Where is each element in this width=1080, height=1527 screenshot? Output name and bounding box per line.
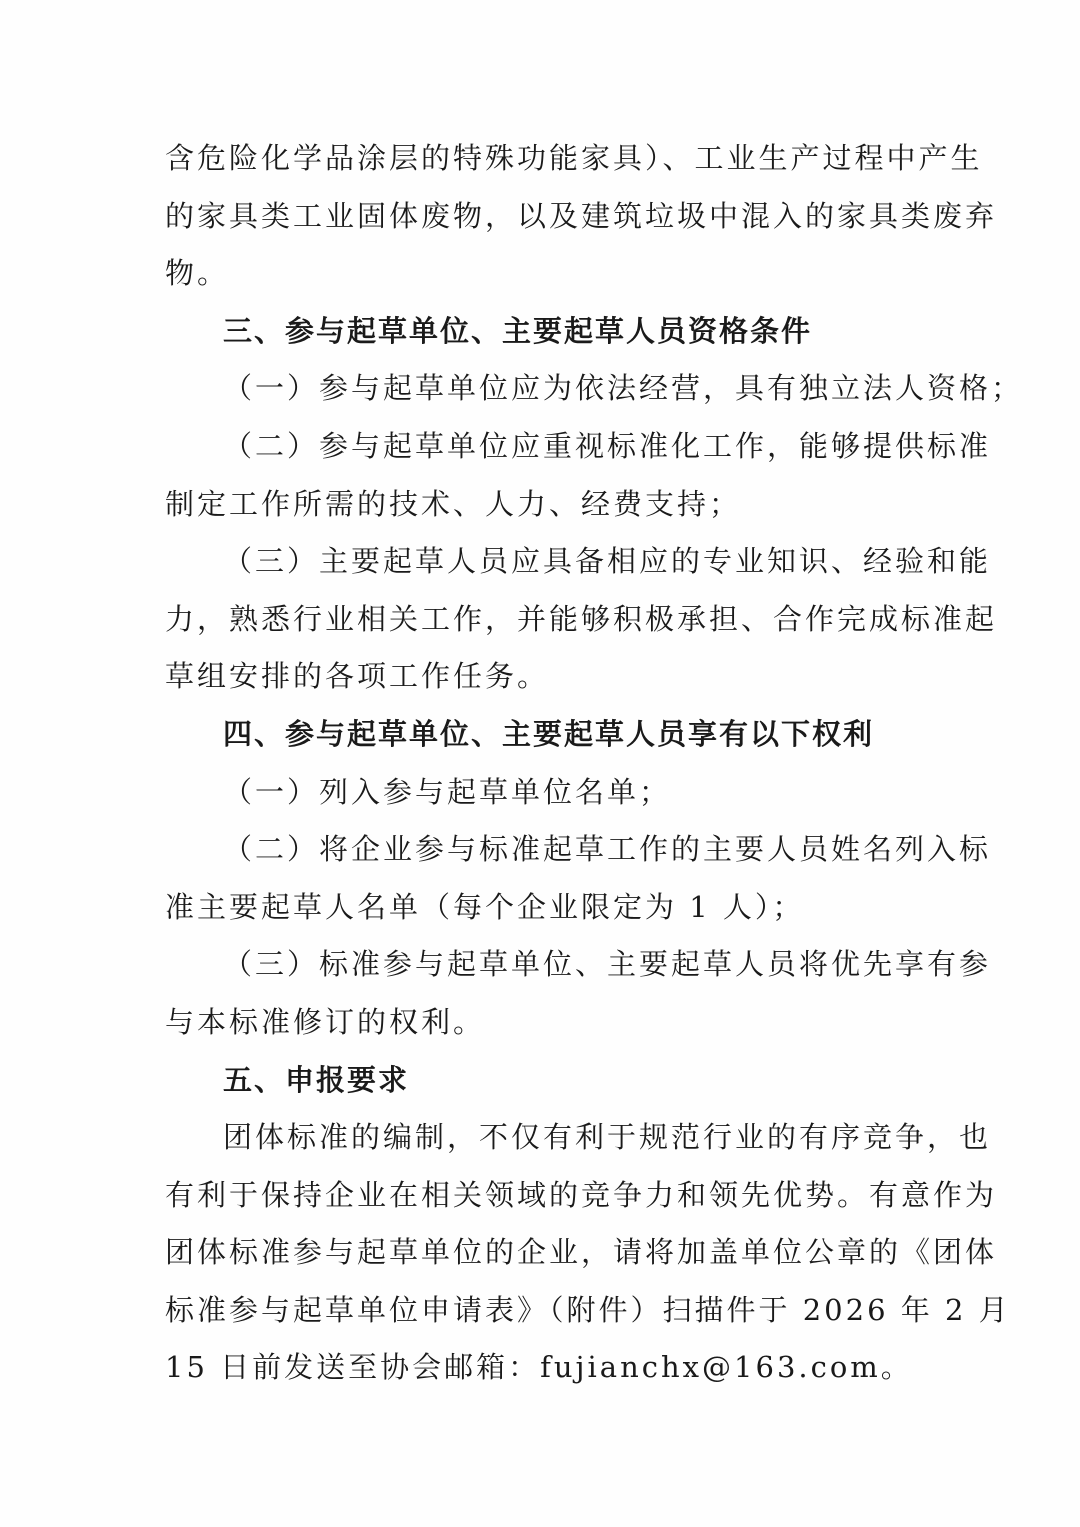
section-3-heading: 三、参与起草单位、主要起草人员资格条件 bbox=[223, 313, 813, 348]
section-4-item-2-line: 准主要起草人名单（每个企业限定为 1 人）； bbox=[165, 889, 805, 924]
section-5-paragraph-line: 有利于保持企业在相关领域的竞争力和领先优势。有意作为 bbox=[165, 1177, 998, 1212]
section-3-item-3-line: 力，熟悉行业相关工作，并能够积极承担、合作完成标准起 bbox=[165, 601, 998, 636]
intro-line: 物。 bbox=[165, 256, 230, 291]
intro-line: 的家具类工业固体废物，以及建筑垃圾中混入的家具类废弃 bbox=[165, 198, 998, 233]
section-5-paragraph-line: 团体标准的编制，不仅有利于规范行业的有序竞争，也 bbox=[223, 1120, 992, 1155]
section-4-item-3-line: 与本标准修订的权利。 bbox=[165, 1004, 486, 1039]
section-4-item-3-line: （三）标准参与起草单位、主要起草人员将优先享有参 bbox=[223, 947, 992, 982]
section-5-paragraph-line: 标准参与起草单位申请表》（附件）扫描件于 2026 年 2 月 bbox=[165, 1292, 1011, 1327]
section-5-heading: 五、申报要求 bbox=[223, 1062, 410, 1097]
section-3-item-3-line: （三）主要起草人员应具备相应的专业知识、经验和能 bbox=[223, 544, 992, 579]
section-4-item-1: （一）列入参与起草单位名单； bbox=[223, 774, 672, 809]
section-3-item-2-line: 制定工作所需的技术、人力、经费支持； bbox=[165, 486, 742, 521]
section-5-paragraph-line: 团体标准参与起草单位的企业，请将加盖单位公章的《团体 bbox=[165, 1235, 998, 1270]
section-4-heading: 四、参与起草单位、主要起草人员享有以下权利 bbox=[223, 716, 875, 751]
section-5-paragraph-line: 15 日前发送至协会邮箱：fujianchx@163.com。 bbox=[165, 1350, 913, 1385]
intro-line: 含危险化学品涂层的特殊功能家具）、工业生产过程中产生 bbox=[165, 141, 983, 175]
section-4-item-2-line: （二）将企业参与标准起草工作的主要人员姓名列入标 bbox=[223, 832, 992, 867]
document-body bbox=[165, 130, 1024, 1397]
section-3-item-3-line: 草组安排的各项工作任务。 bbox=[165, 659, 550, 694]
section-3-item-2-line: （二）参与起草单位应重视标准化工作，能够提供标准 bbox=[223, 428, 992, 463]
section-3-item-1: （一）参与起草单位应为依法经营，具有独立法人资格； bbox=[223, 371, 1024, 406]
